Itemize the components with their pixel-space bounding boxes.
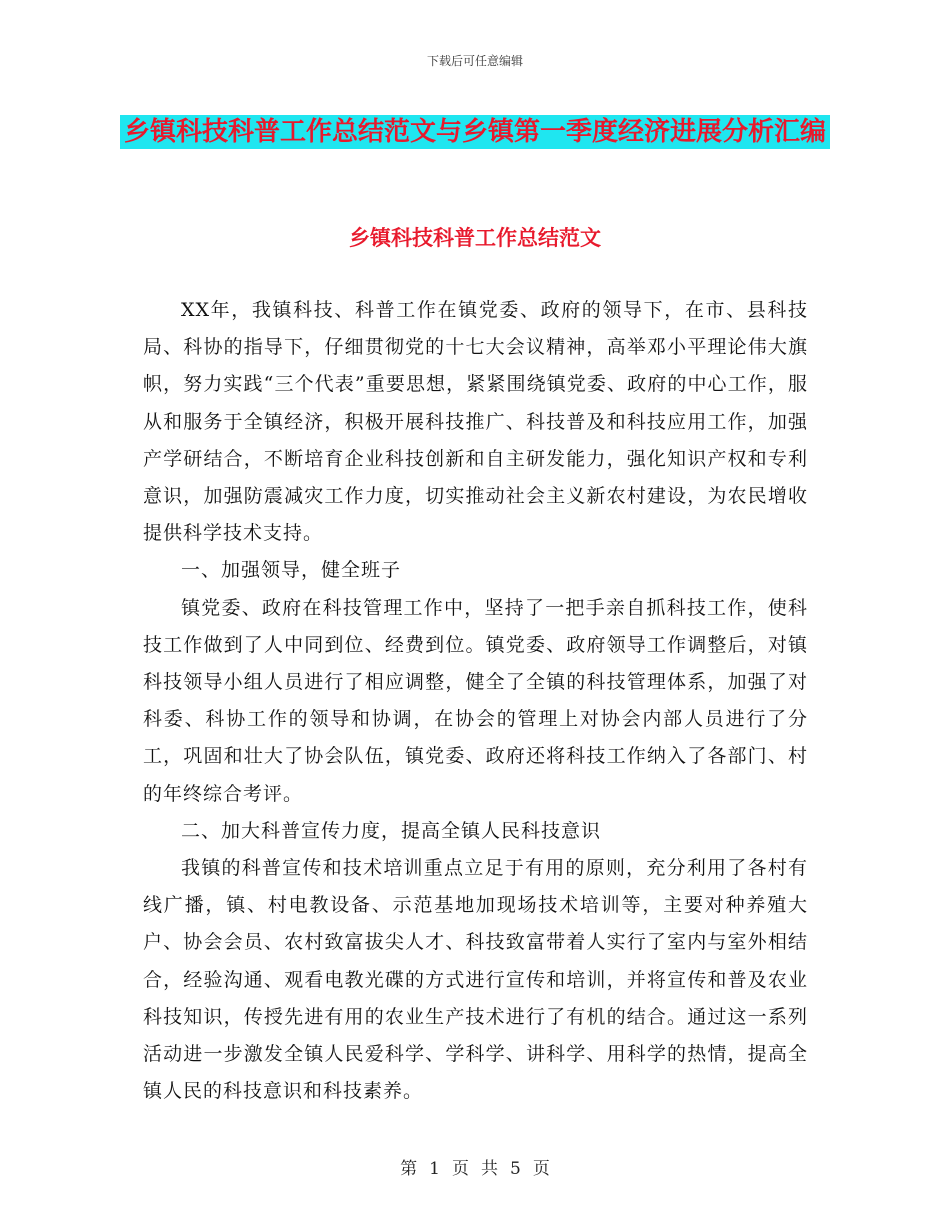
document-title xyxy=(120,108,830,156)
footer-total-label: 共 xyxy=(481,1159,498,1179)
section-title: 乡镇科技科普工作总结范文 xyxy=(349,226,601,250)
footer-total-unit: 页 xyxy=(532,1159,550,1179)
footer-page-label: 第 xyxy=(400,1159,418,1179)
paragraph-section-1: 镇党委、政府在科技管理工作中，坚持了一把手亲自抓科技工作，使科技工作做到了人中同到位、经费到位。镇党委、政府领导工作调整后，对镇科技领导小组人员进行了相应调整，健全了全镇的科技管理体系，加强了对科委、科协工作的领导和协调，在协会的管理上对协会内部人员进行了分工，巩固和壮大了协会队伍，镇党委、政府还将科技工作纳入了各部门、村的年终综合考评。 xyxy=(143,596,808,805)
footer-page-total: 5 xyxy=(510,1159,521,1179)
document-title-text: 乡镇科技科普工作总结范文与乡镇第一季度经济进展分析汇编 xyxy=(120,115,830,149)
paragraph-intro: XX年，我镇科技、科普工作在镇党委、政府的领导下，在市、县科技局、科协的指导下，仔细贯彻党的十七大会议精神，高举邓小平理论伟大旗帜，努力实践“三个代表”重要思想，紧紧围绕镇党委、政府的中心工作，服从和服务于全镇经济，积极开展科技推广、科技普及和科技应用工作，加强产学研结合，不断培育企业科技创新和自主研发能力，强化知识产权和专利意识，加强防震减灾工作力度，切实推动社会主义新农村建设，为农民增收提供科学技术支持。 xyxy=(143,299,808,545)
document-body xyxy=(143,292,808,1110)
footer-page-unit: 页 xyxy=(452,1159,469,1179)
heading-section-2: 二、加大科普宣传力度，提高全镇人民科技意识 xyxy=(181,819,602,842)
heading-section-1: 一、加强领导，健全班子 xyxy=(181,559,402,582)
header-note: 下载后可任意编辑 xyxy=(426,54,523,68)
page-footer xyxy=(0,1154,950,1179)
paragraph-section-2: 我镇的科普宣传和技术培训重点立足于有用的原则，充分利用了各村有线广播，镇、村电教设备、示范基地加现场技术培训等，主要对种养殖大户、协会会员、农村致富拔尖人才、科技致富带着人实行了室内与室外相结合，经验沟通、观看电教光碟的方式进行宣传和培训，并将宣传和普及农业科技知识，传授先进有用的农业生产技术进行了有机的结合。通过这一系列活动进一步激发全镇人民爱科学、学科学、讲科学、用科学的热情，提高全镇人民的科技意识和科技素养。 xyxy=(143,857,808,1103)
footer-page-current: 1 xyxy=(429,1159,440,1179)
